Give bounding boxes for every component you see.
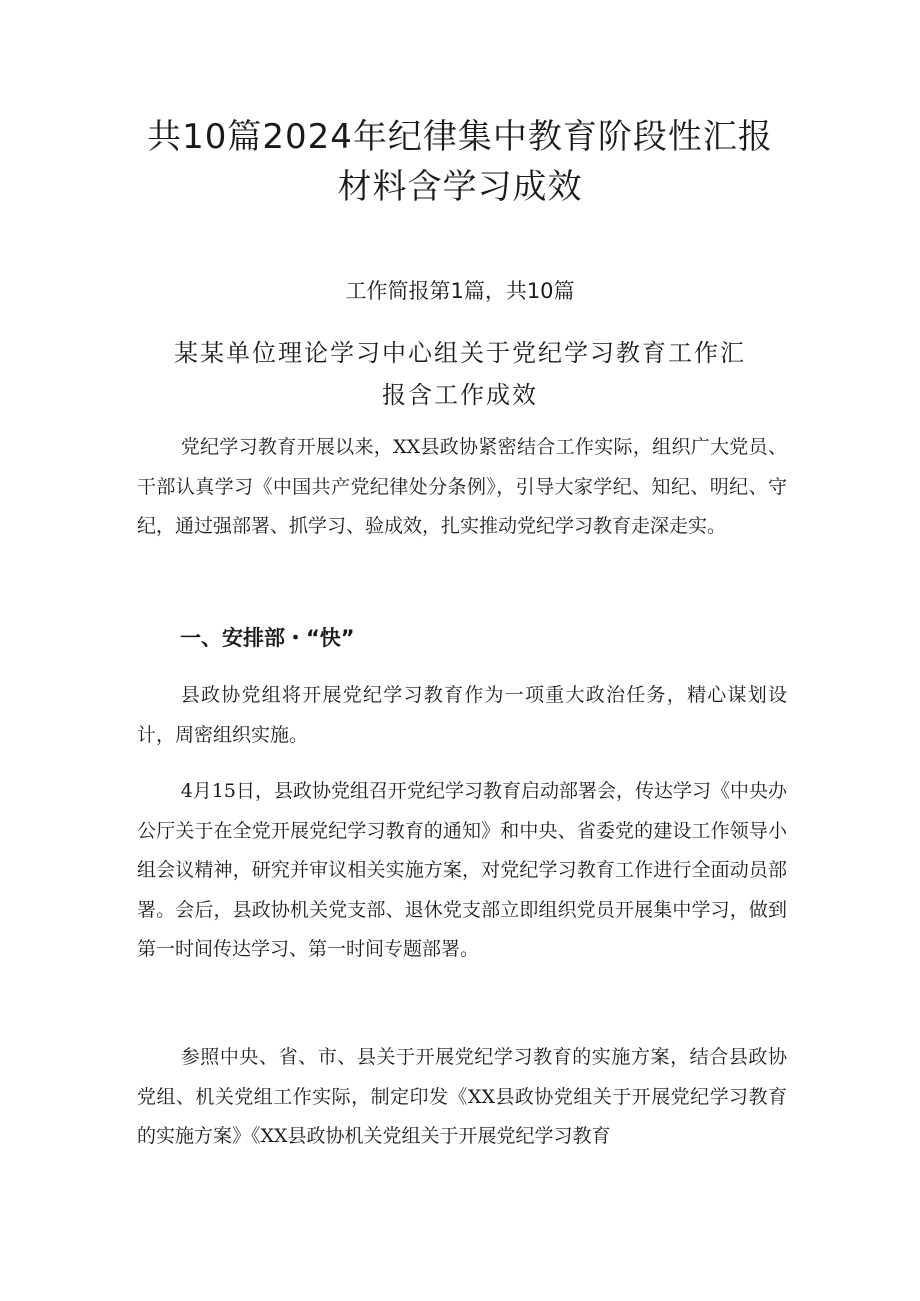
document-subheading: 工作简报第1篇，共10篇 <box>345 279 575 303</box>
document-title-line-2: 材料含学习成效 <box>337 167 583 207</box>
document-title-line-1: 共10篇2024年纪律集中教育阶段性汇报 <box>147 117 773 157</box>
section-heading: 一、安排部・“快” <box>180 626 355 650</box>
paragraph-arrangement: 县政协党组将开展党纪学习教育作为一项重大政治任务，精心谋划设计，周密组织实施。 <box>137 684 787 746</box>
paragraph-intro: 党纪学习教育开展以来，XX县政协紧密结合工作实际，组织广大党员、干部认真学习《中国共产党纪律处分条例》，引导大家学纪、知纪、明纪、守纪，通过强部署、抓学习、验成效，扎实推动党纪学习教育走深走实。 <box>137 436 787 537</box>
paragraph-plan: 参照中央、省、市、县关于开展党纪学习教育的实施方案，结合县政协党组、机关党组工作实际，制定印发《XX县政协党组关于开展党纪学习教育的实施方案》《XX县政协机关党组关于开展党纪学习教育 <box>137 1046 787 1147</box>
article-title-line-2: 报含工作成效 <box>382 381 538 409</box>
article-title-line-1: 某某单位理论学习中心组关于党纪学习教育工作汇 <box>174 339 746 367</box>
paragraph-meeting: 4月15日，县政协党组召开党纪学习教育启动部署会，传达学习《中央办公厅关于在全党开展党纪学习教育的通知》和中央、省委党的建设工作领导小组会议精神，研究并审议相关实施方案，对党纪学习教育工作进行全面动员部署。会后，县政协机关党支部、退休党支部立即组织党员开展集中学习，做到第一时间传达学习、第一时间专题部署。 <box>137 780 787 960</box>
document-title <box>100 112 820 212</box>
article-title <box>100 332 820 416</box>
